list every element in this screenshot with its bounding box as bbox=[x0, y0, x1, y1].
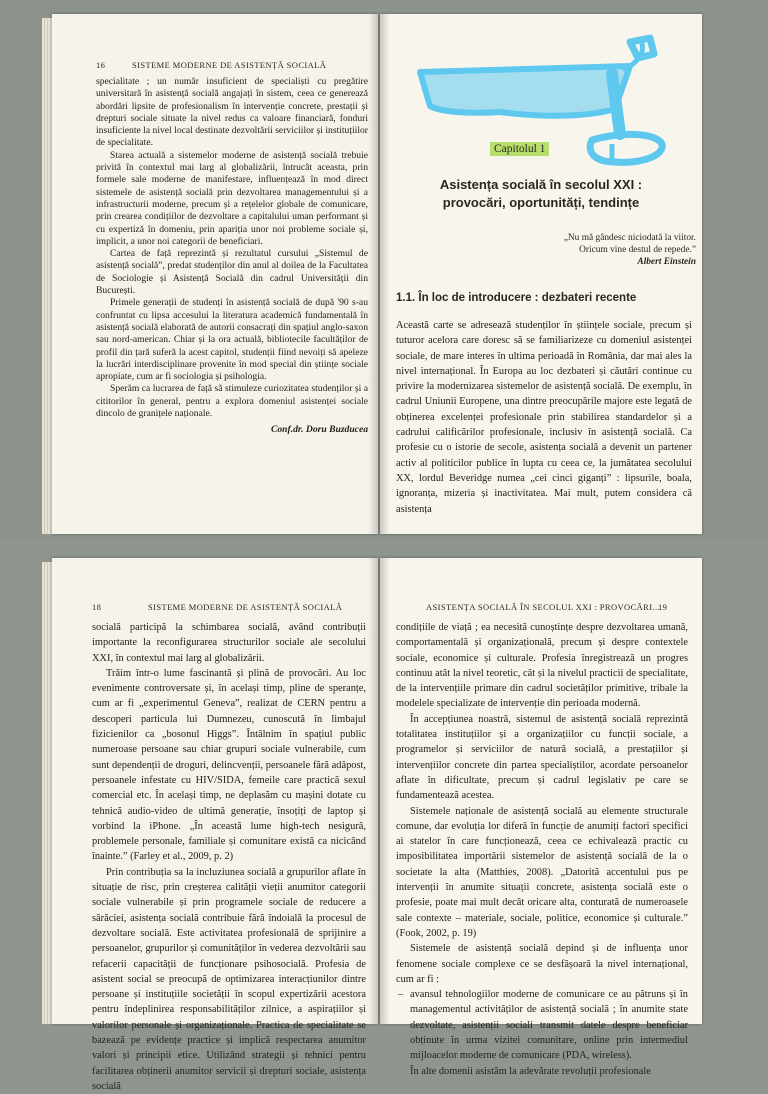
paragraph: Sistemele de asistență socială depind și de influența unor fenomene sociale complexe ce se desfășoară la nivel internațional, cum ar fi : bbox=[396, 943, 688, 985]
paragraph: Sperăm ca lucrarea de față să stimuleze curiozitatea studenților și a cititorilor în general, pentru a explora domeniul asistenței sociale dincolo de granițele naționale. bbox=[96, 383, 368, 420]
paragraph: În alte domenii asistăm la adevărate revoluții profesionale bbox=[410, 1065, 651, 1077]
author-signature: Conf.dr. Doru Buzducea bbox=[270, 424, 368, 436]
gutter-shadow bbox=[368, 558, 378, 1024]
chapter-title-line: Asistența socială în secolul XXI : bbox=[439, 177, 643, 192]
running-head: ASISTENȚA SOCIALĂ ÎN SECOLUL XXI : PROVOCĂRI... bbox=[426, 602, 661, 612]
page-number: 19 bbox=[658, 602, 668, 612]
paragraph: În accepțiunea noastră, sistemul de asistență socială reprezintă totalitatea instituțiilor și a organizațiilor cu funcții sociale, a programelor și serviciilor de natură socială, a prestațiilor și intervențiilor concrete din partea specialiștilor, acordate persoanelor aflate în dificultate, precum și cadrul legislativ pe care se fundamentează acestea. bbox=[396, 713, 688, 802]
motto bbox=[440, 232, 696, 268]
paragraph: Primele generații de studenți în asistență socială de după '90 s-au confruntat cu lipsa accesului la literatura academică fundamentală în asistență socială elaborată de autorii consacrați din spațiul anglo-saxon sau nord-american. Chiar și la ora actuală, bibliotecile facultăților de profil din țară suferă la acest capitol, studenții fiind nevoiți să apeleze la lucrări interdisciplinare provenite în mod special din științe sociale apropiate, cum ar fi sociologia și psihologia. bbox=[96, 297, 368, 383]
chapter-title bbox=[390, 176, 692, 212]
section-heading: 1.1. În loc de introducere : dezbateri recente bbox=[396, 292, 637, 304]
gutter-shadow bbox=[368, 14, 378, 534]
page-16 bbox=[52, 14, 378, 534]
running-head: SISTEME MODERNE DE ASISTENȚĂ SOCIALĂ bbox=[148, 602, 343, 612]
page-19 bbox=[380, 558, 702, 1077]
gutter-shadow bbox=[380, 558, 390, 1024]
paragraph: Starea actuală a sistemelor moderne de asistență socială trebuie privită în contextul mai larg al globalizării, întrucât aceasta, prin formele sale moderne de manifestare, influențează în mod direct sistemele de asistență socială prin dezvoltarea managementului și a infrastructurii moderne, precum și a rețelelor globale de comunicare, prin crearea condițiilor de dezvoltare a capitalului uman performant și cu expertiză în domeniu, prin apariția unor noi probleme sociale și, implicit, a unor noi categorii de beneficiari. bbox=[96, 149, 368, 247]
paragraph: socială participă la schimbarea socială, având contribuții importante la reconfigurarea structurilor sociale ale secolului XXI, în contextul mai larg al globalizării. bbox=[92, 622, 366, 664]
paragraph: condițiile de viață ; ea necesită cunoștințe despre dezvoltarea umană, comportamentală și organizațională, precum și despre contextele sociale, economice și culturale. Profesia înregistrează un progres continuu atât la nivel teoretic, cât și la nivelul practicii de specialitate, de la intervențiile primare din cadrul societăților primitive, tribale la modelele specializate de intervenție din perioada modernă. bbox=[396, 622, 688, 710]
motto-line: „Nu mă gândesc niciodată la viitor. bbox=[563, 233, 696, 243]
page-17-body bbox=[396, 318, 692, 517]
running-head: SISTEME MODERNE DE ASISTENȚĂ SOCIALĂ bbox=[132, 60, 327, 70]
page-16-body bbox=[96, 76, 368, 437]
motto-line: Oricum vine destul de repede.” bbox=[579, 245, 696, 255]
page-18 bbox=[52, 558, 378, 1092]
list-item-text: avansul tehnologiilor moderne de comunicare ce au pătruns și în managementul activităților de asistență socială ; în anumite state dezvoltate, asistenții sociali transmit datele despre beneficiar obținute în urma vizitei comunitare, online prin intermediul mijloacelor moderne de comunicare (PDA, wireless). bbox=[410, 989, 688, 1062]
paragraph: Trăim într-o lume fascinantă și plină de provocări. Au loc evenimente controversate și, în același timp, pline de speranțe, cum ar fi „experimentul Geneva”, realizat de CERN pentru a descoperi particula lui Dumnezeu, cunoscută în limbajul fizicienilor ca „bosonul Higgs”. Întâlnim în spațiul public numeroase persoane sau chiar grupuri sociale vulnerabile, cum sunt dependenții de droguri, delincvenții, persoanele fără adăpost, persoanele infestate cu HIV/SIDA, femeile care practică sexul comercial etc. În același timp, ne deplasăm cu mașini dotate cu tehnică audio-video de ultimă generație, însoțiți de laptop și vorbind la iPhone. „În această lume high-tech nesigură, problemele personale, familiale și comunitare există ca nicicând înainte.” (Farley et al., 2009, p. 2) bbox=[92, 667, 366, 863]
paragraph: Sistemele naționale de asistență socială au elemente structurale comune, dar evoluția lor diferă în funcție de anumiți factori specifici ai statelor în care funcționează, ceea ce echivalează practic cu imposibilitatea importării sistemelor de asistență socială de la o societate la alta (Matthies, 2008). „Datorită accentului pus pe intervenții în anumite situații concrete, asistența socială este o profesie, poate mai mult decât oricare alta, conturată de numeroasele sale contexte – materiale, sociale, politice, economice și culturale.” (Fook, 2002, p. 19) bbox=[396, 805, 688, 939]
chapter-title-line: provocări, oportunități, tendințe bbox=[442, 195, 640, 210]
paragraph: Această carte se adresează studenților în științele sociale, precum și tuturor acelora care doresc să se familiarizeze cu domeniul asistenței sociale, de mare interes în ultima perioadă în România, dar mai ales la nivel internațional. În Europa au loc dezbateri și căutări continue cu privire la modernizarea sistemelor de asistență socială. De exemplu, în cadrul Uniunii Europene, una dintre preocupările majore este legată de obținerea excelenței profesionale prin stabilirea standardelor și a cadrului calificărilor profesionale, inclusiv în asistență socială. Ca profesie cu o istorie de secole, asistența socială a devenit un partener activ al politicilor publice în lupta cu ceea ce, la jumătatea secolului XX, lordul Beveridge numea „cei cinci giganți” : lipsurile, boala, ignoranța, mizeria și inactivitatea. Mai mult, putem considera că asistența bbox=[396, 320, 692, 515]
paragraph: specialitate ; un număr insuficient de specialiști cu pregătire universitară în asistență socială angajați în sistem, ceea ce generează abordări lipsite de profesionalism în intervenție concrete, prestații și drepturi sociale situate la nivel redus ca valoare financiară, fonduri insuficiente la nivel local destinate dezvoltării serviciilor și instituțiilor de specialitate. bbox=[96, 76, 368, 149]
page-17 bbox=[380, 14, 702, 534]
paragraph: Prin contribuția sa la incluziunea socială a grupurilor aflate în situație de risc, prin creșterea calității vieții anumitor categorii sociale vulnerabile și prin programele sociale de reducere a sărăciei, asistența socială contribuie fără îndoială la procesul de dezvoltare socială. Este activitatea profesională de sprijinire a persoanelor, grupurilor și comunităților în vederea dezvoltării sau refacerii capacității de funcționare psihosocială. Profesia de asistent social se preocupă de optimizarea interacțiunilor dintre persoane și instituțiile societății în scopul expertizării acestora pentru îndeplinirea responsabilităților zilnice, a aspirațiilor și valorilor personale și organizaționale. Practica de specialitate se bazează pe evidențe practice și implică respectarea anumitor valori și principii etice. Utilizând strategii și tehnici pentru facilitarea obținerii anumitor servicii și drepturi sociale, asistența socială bbox=[92, 866, 366, 1092]
page-number: 18 bbox=[92, 602, 102, 612]
motto-author: Albert Einstein bbox=[637, 257, 696, 267]
dash-bullet: – bbox=[398, 989, 404, 1001]
paragraph: Cartea de față reprezintă și rezultatul cursului „Sistemul de asistență socială”, predat studenților din anul al doilea de la Facultatea de Sociologie și Asistență Socială din cadrul Universității din București. bbox=[96, 248, 368, 297]
page-19-body bbox=[396, 620, 688, 1079]
page-number: 16 bbox=[96, 60, 106, 70]
list-item bbox=[396, 987, 688, 1063]
chapter-label: Capitolul 1 bbox=[490, 142, 549, 156]
page-18-body bbox=[92, 620, 366, 1094]
